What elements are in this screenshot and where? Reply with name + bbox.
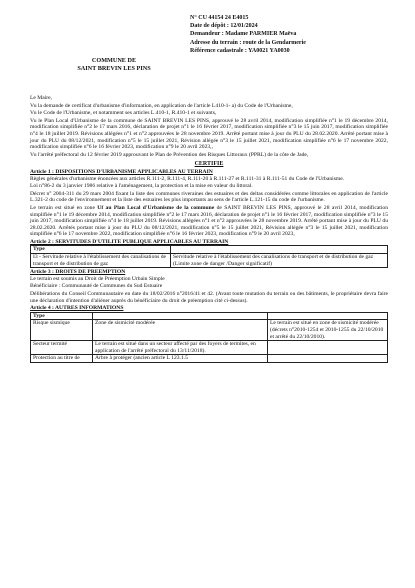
- article-3-paragraph: Délibérations du Conseil Communautaire en date du 18/02/2016 n°2016/41 et 42. (Avant toute mutation du terrain ou des bâtiments, le propriétaire devra faire une déclaration d'intention d'aliéner auprès du bénéficiaire du droit de préemption cité ci-dessus).: [30, 291, 388, 304]
- article-1-paragraph: Loi n°86-2 du 3 janvier 1986 relative à l'aménagement, la protection et la mise en valeur du littoral.: [30, 183, 253, 190]
- deposit-date: Date de dépôt : 12/01/2024: [190, 23, 258, 30]
- article-3-title: Article 3 : DROITS DE PREEMPTION: [30, 269, 126, 276]
- commune-line-1: COMMUNE DE: [91, 57, 137, 64]
- info-type: Secteur termité: [31, 341, 93, 355]
- article-1-title: Article 1 : DISPOSITIONS D'URBANISME APPLICABLES AU TERRAIN: [30, 168, 213, 175]
- table-header-empty: [171, 246, 388, 254]
- table-row: [31, 355, 388, 363]
- info-description: Le terrain est situé dans un secteur affecté par des foyers de termites, en application de l'arrêté préfectoral du 13/11/2018).: [93, 341, 268, 355]
- easement-description: Servitude relative à l'établissement des canalisations de transport et de distribution de gaz (Limite zone de danger /Danger significatif): [171, 254, 388, 268]
- table-header-type: Type: [31, 312, 93, 320]
- table-header-empty: [93, 312, 268, 320]
- article-3-paragraph: Bénéficiaire : Communauté de Communes du Sud Estuaire: [30, 283, 163, 290]
- article-4-title: Article 4 : AUTRES INFORMATIONS: [30, 305, 124, 312]
- article-1-paragraph: Règles générales d'urbanisme énoncées aux articles R.111-2, R.111-4, R.111-20 à R.111-27 et R.111-31 à R.111-51 du Code de l'Urbanisme.: [30, 175, 345, 182]
- table-header-type: Type: [31, 246, 171, 254]
- info-type: Protection au titre de: [31, 355, 93, 363]
- article-2-title: Article 2 : SERVITUDES D'UTILITE PUBLIQUE APPLICABLES AU TERRAIN: [30, 238, 229, 245]
- info-detail: [268, 355, 388, 363]
- mayor-line: Le Maire,: [30, 95, 53, 101]
- table-header-empty: [268, 312, 388, 320]
- info-description: Zone de sismicité modérée: [93, 320, 268, 341]
- article-3-paragraph: Le terrain est soumis au Droit de Préemption Urbain Simple: [30, 275, 165, 282]
- land-address: Adresse du terrain : route de la Gendarmerie: [190, 39, 306, 46]
- preamble-paragraph: Vu la demande de certificat d'urbanisme d'information, en application de l'article L410-1- a) du Code de l'Urbanisme,: [30, 102, 293, 109]
- info-description: Arbre à protéger (ancien article L 123.1.5: [93, 355, 268, 363]
- zone-name: Uf au Plan Local d'Urbanisme de la commune: [97, 204, 215, 211]
- info-detail: Le terrain est situé en zone de sismicité modérée (décrets n°2010-1254 et 2010-1255 du 22/10/2010 et arrêté du 22/10/2010).: [268, 320, 388, 341]
- applicant: Demandeur : Madame PARMIER Maëva: [190, 31, 297, 38]
- easement-type: I3 - Servitude relative à l'établissement des canalisations de transport et de distribution de gaz: [31, 254, 171, 268]
- cadastral-reference: Référence cadastrale : YA0021 YA0030: [190, 47, 290, 54]
- other-info-table: [30, 312, 388, 363]
- table-row: [31, 254, 388, 268]
- commune-line-2: SAINT BREVIN LES PINS: [77, 65, 151, 72]
- info-detail: [268, 341, 388, 355]
- certificate-body: [30, 95, 388, 363]
- zone-rest: de SAINT BREVIN LES PINS, approuvé le 28 avril 2014, modification simplifiée n°1 le 19 décembre 2014, modification simplifiée n°2 le 17 mars 2016, déclaration de projet n°1 le 16 février 2017, modification simplifiée n°3 le 15 juin 2017, modification simplifiée n°4 le 18 juillet 2019. Révisions allégées n°1 et n°2 approuvées le 28 novembre 2019. Arrêté portant mise à jour du PLU du 28.02.2020. Arrêtés portant mise à jour du PLU du 08/12/2021, modification n°5 le 15 juillet 2021, Révision allégée n°3 le 15 juillet 2021, modification simplifiée n°6 le 17 novembre 2022, modification simplifiée n°6 le 16 février 2023, modification n°9 le 20 avril 2023,: [30, 204, 389, 238]
- table-row: [31, 341, 388, 355]
- cu-number: N° CU 44154 24 E4015: [190, 15, 249, 21]
- preamble-paragraph: Vu le Plan Local d'Urbanisme de la commune de SAINT BREVIN LES PINS, approuvé le 28 avril 2014, modification simplifiée n°1 le 19 décembre 2014, modification simplifiée n°2 le 17 mars 2016, déclaration de projet n°1 le 16 février 2017, modification simplifiée n°3 le 15 juin 2017, modification simplifiée n°4 le 18 juillet 2019. Révisions allégées n°1 et n°2 approuvées le 28 novembre 2019. Arrêté portant mise à jour du PLU du 28.02.2020. Arrêté portant mise à jour du PLU du 08/12/2021, modification n°5 le 15 juillet 2021, Révision allégée n°3 le 15 juillet 2021, modification simplifiée n°6 le 17 novembre 2022, modification simplifiée n°6 le 16 février 2023, modification n°9 le 20 avril 2023,,: [30, 117, 388, 151]
- article-1-zone-paragraph: [30, 205, 388, 238]
- table-header-row: [31, 246, 388, 254]
- commune-header: [54, 57, 174, 73]
- info-type: Risque sismique: [31, 320, 93, 341]
- preamble-paragraph: Vu le Code de l'Urbanisme, et notamment ses articles L.410-1, R.410-1 et suivants,: [30, 110, 217, 117]
- table-row: [31, 320, 388, 341]
- article-1-paragraph: Décret n° 2004-311 du 29 mars 2004 fixant la liste des communes riveraines des estuaires et des deltas considérées comme littorales en application de l'article L.321-2 du code de l'environnement et la liste des estuaires les plus importants au sens de l'article L.121-15 du code de l'urbanisme.: [30, 190, 388, 204]
- preamble-paragraph: Vu l'arrêté préfectoral du 12 février 2019 approuvant le Plan de Prévention des Risques Littoraux (PPRL) de la côte de Jade,: [30, 151, 309, 158]
- zone-prefix: Le terrain est situé en zone: [30, 204, 98, 211]
- certifie-heading: CERTIFIE: [194, 161, 224, 168]
- file-reference-block: [190, 14, 370, 55]
- easements-table: [30, 245, 388, 268]
- table-header-row: [31, 312, 388, 320]
